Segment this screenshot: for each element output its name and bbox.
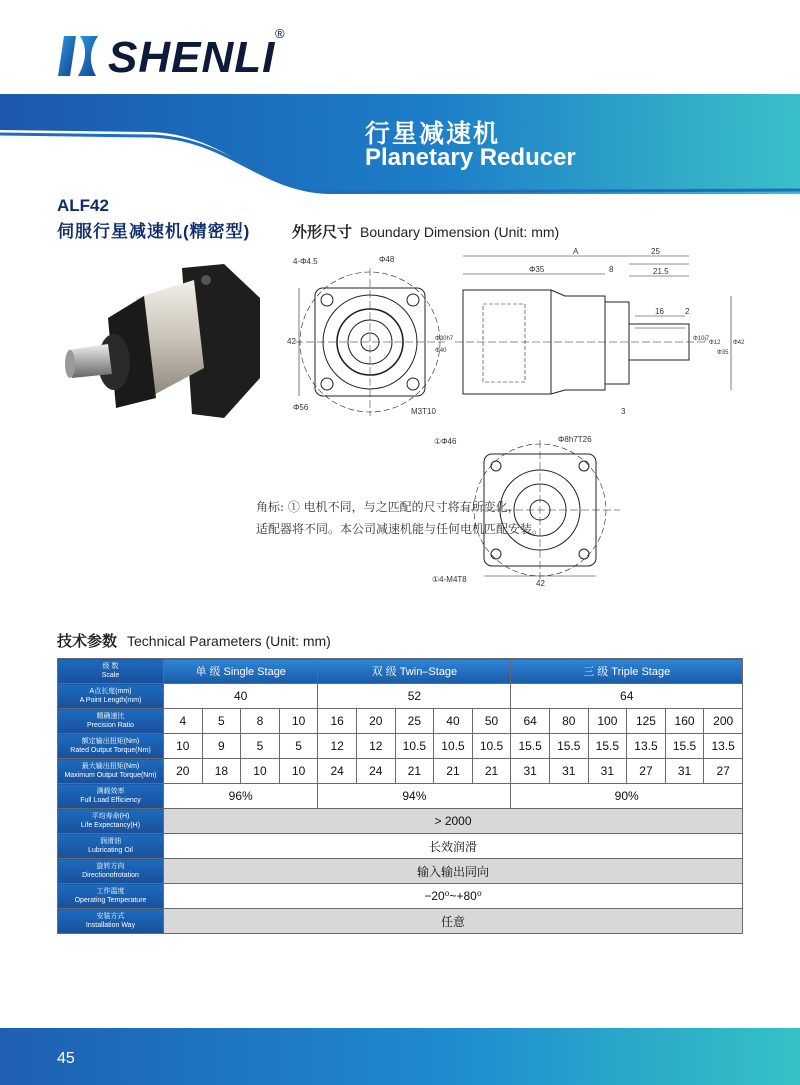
dim-label-a: A [573,247,579,256]
dim-label-2: 2 [685,307,690,316]
dim-label-8: 8 [609,265,614,274]
dim-label-42: 42 [287,337,296,346]
brand-logo [58,26,285,83]
ratio-cell: 125 [627,709,666,734]
dim-label-d42: Φ42 [733,340,745,346]
ratio-cell: 25 [395,709,434,734]
row-label-life: 平均寿命(H) Life Expectancy(H) [58,809,164,834]
life-value: > 2000 [164,809,743,834]
rated-torque-cell: 10 [164,734,203,759]
dim-label-35: Φ35 [529,265,545,274]
max-torque-cell: 21 [395,759,434,784]
row-label-rated-torque: 额定输出扭矩(Nm) Rated Output Torque(Nm) [58,734,164,759]
product-image [64,258,264,423]
rated-torque-cell: 10.5 [472,734,511,759]
table-row-temperature [58,884,743,909]
row-label-max-torque: 最大输出扭矩(Nm) Maximum Output Torque(Nm) [58,759,164,784]
max-torque-cell: 18 [202,759,241,784]
ratio-cell: 100 [588,709,627,734]
rated-torque-cell: 12 [356,734,395,759]
ratio-cell: 4 [164,709,203,734]
ratio-cell: 16 [318,709,357,734]
dimension-heading [292,221,559,242]
dim-label-holes: 4-Φ4.5 [293,257,318,266]
row-label-length: A点长度(mm) A Point Length(mm) [58,684,164,709]
dim-label-3: 3 [621,407,626,416]
dim-label-d35: Φ35 [717,350,729,356]
ratio-cell: 160 [665,709,704,734]
ratio-cell: 8 [241,709,280,734]
stage-twin: 双 级 Twin–Stage [318,659,511,684]
table-row-efficiency [58,784,743,809]
dim-label-d56: Φ56 [293,403,309,412]
max-torque-cell: 24 [356,759,395,784]
max-torque-cell: 10 [279,759,318,784]
rated-torque-cell: 9 [202,734,241,759]
dim-label-16: 16 [655,307,664,316]
page-number: 45 [57,1050,75,1067]
ratio-cell: 64 [511,709,550,734]
table-row-installation [58,909,743,934]
drawing-note [256,496,544,540]
ratio-cell: 40 [434,709,473,734]
rated-torque-cell: 15.5 [549,734,588,759]
stage-single: 单 级 Single Stage [164,659,318,684]
model-number: ALF42 [57,196,109,215]
dim-label-d48: Φ48 [379,255,395,264]
rated-torque-cell: 12 [318,734,357,759]
rated-torque-cell: 5 [279,734,318,759]
rated-torque-cell: 15.5 [588,734,627,759]
max-torque-cell: 31 [665,759,704,784]
dimension-heading-en: Boundary Dimension (Unit: mm) [360,224,560,240]
length-single: 40 [164,684,318,709]
table-row-max-torque [58,759,743,784]
dim-label-d40: Φ40 [435,348,447,354]
max-torque-cell: 27 [627,759,666,784]
direction-value: 输入输出同向 [164,859,743,884]
shenli-logo-mark [58,34,102,78]
max-torque-cell: 31 [511,759,550,784]
temperature-value: −20⁰~+80⁰ [164,884,743,909]
length-twin: 52 [318,684,511,709]
rated-torque-cell: 13.5 [704,734,743,759]
ratio-cell: 20 [356,709,395,734]
brand-name: SHENLI [108,33,276,82]
boundary-dimension-drawing [285,244,745,424]
ratio-cell: 5 [202,709,241,734]
row-label-direction: 旋转方向 Directionofrotation [58,859,164,884]
max-torque-cell: 21 [472,759,511,784]
row-label-installation: 安装方式 Installation Way [58,909,164,934]
dim-label-d30h7: Φ30h7 [435,336,454,342]
technical-parameters-table [57,658,743,934]
ratio-cell: 200 [704,709,743,734]
rated-torque-cell: 5 [241,734,280,759]
rated-torque-cell: 10.5 [434,734,473,759]
technical-heading [57,630,331,651]
rated-torque-cell: 15.5 [511,734,550,759]
ratio-cell: 10 [279,709,318,734]
dim-label-d8h7t26: Φ8h7T26 [558,435,592,444]
row-label-efficiency: 满载效率 Full Load Efficiency [58,784,164,809]
model-name-cn: 伺服行星减速机(精密型) [57,222,251,241]
dim-label-d10j7: Φ10j7 [693,336,710,342]
efficiency-single: 96% [164,784,318,809]
page-title-en: Planetary Reducer [365,144,576,171]
dim-label-m4t8: ①4-M4T8 [432,575,467,584]
max-torque-cell: 20 [164,759,203,784]
max-torque-cell: 27 [704,759,743,784]
footer-band [0,1028,800,1085]
rated-torque-cell: 13.5 [627,734,666,759]
row-label-scale: 级 数 Scale [58,659,164,684]
table-row-life [58,809,743,834]
dimension-heading-cn: 外形尺寸 [292,224,353,241]
dim-label-d12: Φ12 [709,340,721,346]
registered-mark: ® [275,26,285,41]
page-title-cn: 行星减速机 [365,120,501,148]
table-row-direction [58,859,743,884]
max-torque-cell: 31 [549,759,588,784]
technical-heading-cn: 技术参数 [57,633,118,650]
efficiency-twin: 94% [318,784,511,809]
dim-label-m3t10: M3T10 [411,407,436,416]
table-row-ratio [58,709,743,734]
dim-label-d46: ①Φ46 [434,437,457,446]
row-label-oil: 润滑油 Lubricating Oil [58,834,164,859]
oil-value: 长效润滑 [164,834,743,859]
table-row-oil [58,834,743,859]
efficiency-triple: 90% [511,784,743,809]
note-line-1: 角标: ① 电机不同，与之匹配的尺寸将有所变化， [256,500,520,514]
dim-label-25: 25 [651,247,660,256]
table-row-scale [58,659,743,684]
length-triple: 64 [511,684,743,709]
max-torque-cell: 21 [434,759,473,784]
stage-triple: 三 级 Triple Stage [511,659,743,684]
installation-value: 任意 [164,909,743,934]
dim-label-21-5: 21.5 [653,267,669,276]
ratio-cell: 80 [549,709,588,734]
ratio-cell: 50 [472,709,511,734]
dim-label-42-bottom: 42 [536,579,545,588]
max-torque-cell: 10 [241,759,280,784]
max-torque-cell: 24 [318,759,357,784]
row-label-ratio: 精确速比 Precision Ratio [58,709,164,734]
rated-torque-cell: 10.5 [395,734,434,759]
rated-torque-cell: 15.5 [665,734,704,759]
note-line-2: 适配器将不同。本公司减速机能与任何电机匹配安装。 [256,522,545,536]
max-torque-cell: 31 [588,759,627,784]
table-row-length [58,684,743,709]
row-label-temperature: 工作温度 Operating Temperature [58,884,164,909]
table-row-rated-torque [58,734,743,759]
technical-heading-en: Technical Parameters (Unit: mm) [127,633,331,649]
